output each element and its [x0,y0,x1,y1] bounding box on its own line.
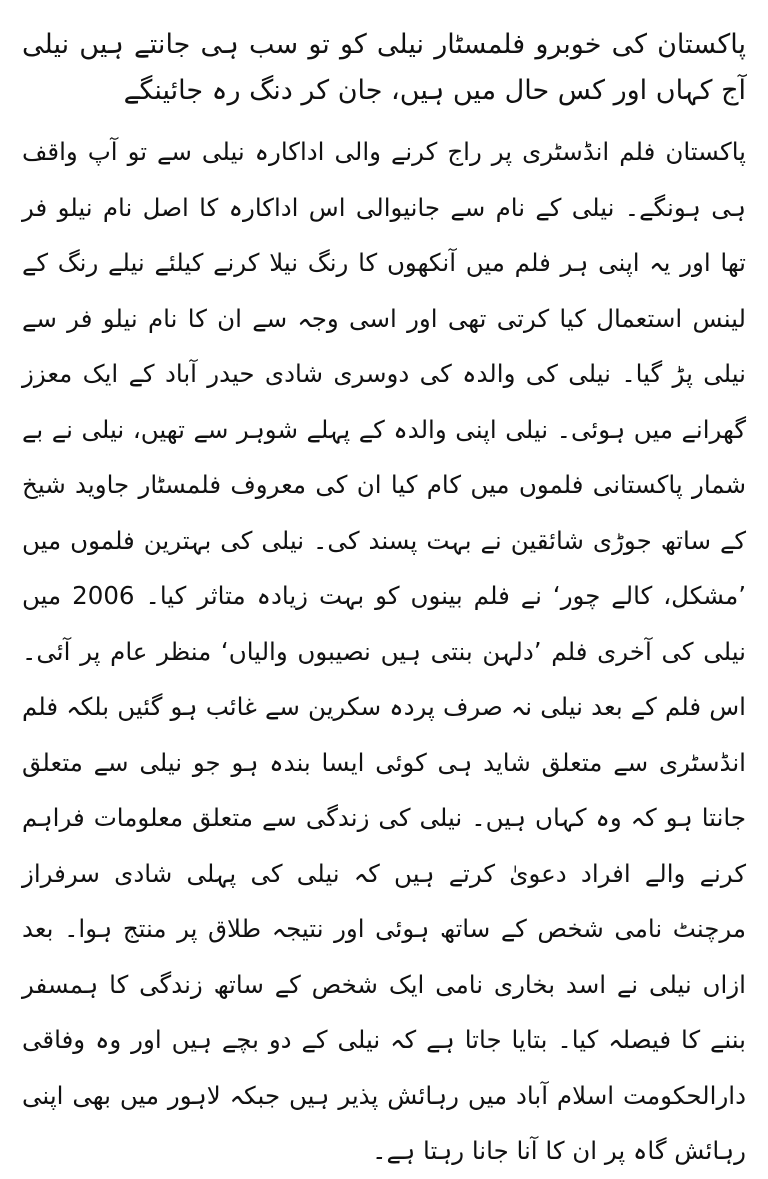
article-headline: پاکستان کی خوبرو فلمسٹار نیلی کو تو سب ہی جانتے ہیں نیلی آج کہاں اور کس حال میں ہیں، جان کر دنگ رہ جائینگے [22,29,746,106]
article-body: پاکستان فلم انڈسٹری پر راج کرنے والی اداکارہ نیلی سے تو آپ واقف ہی ہونگے۔ نیلی کے نام سے جانیوالی اس اداکارہ کا اصل نام نیلو فر تھا اور یہ اپنی ہر فلم میں آنکھوں کا رنگ نیلا کرنے کیلئے نیلے رنگ کے لینس استعمال کیا کرتی تھی اور اسی وجہ سے ان کا نام نیلو فر سے نیلی پڑ گیا۔ نیلی کی والدہ کی دوسری شادی حیدر آباد کے ایک معزز گھرانے میں ہوئی۔ نیلی اپنی والدہ کے پہلے شوہر سے تھیں، نیلی نے بے شمار پاکستانی فلموں میں کام کیا ان کی معروف فلمسٹار جاوید شیخ کے ساتھ جوڑی شائقین نے بہت پسند کی۔ نیلی کی بہترین فلموں میں ’مشکل، کالے چور‘ نے فلم بینوں کو بہت زیادہ متاثر کیا۔ 2006 میں نیلی کی آخری فلم ’دلہن بنتی ہیں نصیبوں والیاں‘ منظر عام پر آئی۔ اس فلم کے بعد نیلی نہ صرف پردہ سکرین سے غائب ہو گئیں بلکہ فلم انڈسٹری سے متعلق شاید ہی کوئی ایسا بندہ ہو جو نیلی سے متعلق جانتا ہو کہ وہ کہاں ہیں۔ نیلی کی زندگی سے متعلق معلومات فراہم کرنے والے افراد دعویٰ کرتے ہیں کہ نیلی کی پہلی شادی سرفراز مرچنٹ نامی شخص کے ساتھ ہوئی اور نتیجہ طلاق پر منتج ہوا۔ بعد ازاں نیلی نے اسد بخاری نامی ایک شخص کے ساتھ زندگی کا ہمسفر بننے کا فیصلہ کیا۔ بتایا جاتا ہے کہ نیلی کے دو بچے ہیں اور وہ وفاقی دارالحکومت اسلام آباد میں رہائش پذیر ہیں جبکہ لاہور میں بھی اپنی رہائش گاہ پر ان کا آنا جانا رہتا ہے۔ [22,137,746,1165]
